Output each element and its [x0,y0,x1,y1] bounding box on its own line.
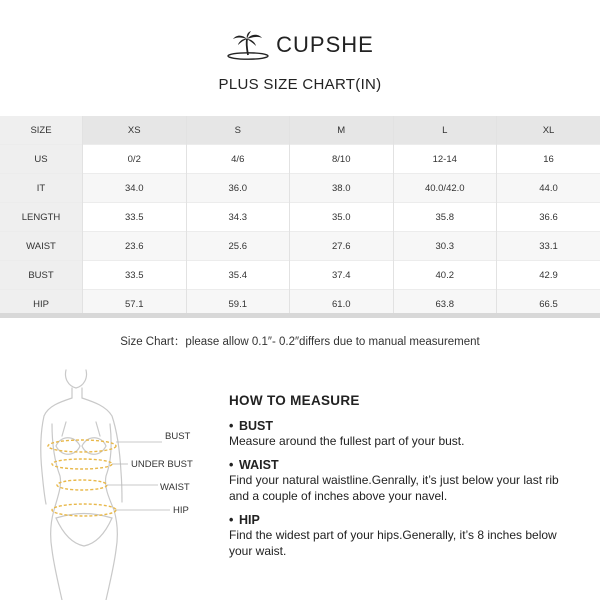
table-cell: 35.0 [290,203,394,232]
measure-item-waist [229,458,579,504]
measure-item-text: Measure around the fullest part of your bust. [229,433,579,449]
table-header-row [0,116,600,145]
body-outline-icon [0,360,210,600]
table-row-us [0,145,600,174]
table-cell: 34.0 [83,174,187,203]
figure-label-hip: HIP [173,505,189,516]
table-bottom-bar [0,313,600,318]
row-label: LENGTH [0,203,83,232]
table-cell: 33.5 [83,203,187,232]
table-cell: 4/6 [186,145,290,174]
table-cell: 23.6 [83,232,187,261]
table-cell: 33.5 [83,261,187,290]
table-cell: 40.0/42.0 [393,174,497,203]
table-cell: 33.1 [497,232,600,261]
row-label: HIP [0,290,83,319]
table-cell: 35.4 [186,261,290,290]
table-cell: 30.3 [393,232,497,261]
brand-name: CUPSHE [276,32,374,58]
size-chart-table [0,116,600,318]
row-label: US [0,145,83,174]
table-cell: 37.4 [290,261,394,290]
table-cell: 36.0 [186,174,290,203]
measure-item-hip [229,513,579,559]
table-cell: 25.6 [186,232,290,261]
measure-item-text: Find your natural waistline.Genrally, it’s just below your last rib and a couple of inches above your navel. [229,472,579,504]
table-cell: 12-14 [393,145,497,174]
header-l: L [393,116,497,145]
table-cell: 0/2 [83,145,187,174]
table-cell: 38.0 [290,174,394,203]
table-cell: 44.0 [497,174,600,203]
row-label: BUST [0,261,83,290]
table-cell: 63.8 [393,290,497,319]
header-xl: XL [497,116,600,145]
table-cell: 16 [497,145,600,174]
bullet-icon: • [229,419,239,433]
figure-label-under-bust: UNDER BUST [131,459,193,470]
table-cell: 40.2 [393,261,497,290]
row-label: IT [0,174,83,203]
header-s: S [186,116,290,145]
table-cell: 61.0 [290,290,394,319]
table-cell: 36.6 [497,203,600,232]
brand-header [0,30,600,60]
table-cell: 35.8 [393,203,497,232]
measurement-note: Size Chart：please allow 0.1″- 0.2″differs due to manual measurement [0,333,600,349]
row-label: WAIST [0,232,83,261]
chart-title: PLUS SIZE CHART(IN) [0,76,600,93]
header-xs: XS [83,116,187,145]
table-row-length [0,203,600,232]
figure-label-waist: WAIST [160,482,190,493]
table-cell: 8/10 [290,145,394,174]
how-to-measure-section [229,393,579,568]
figure-label-bust: BUST [165,431,190,442]
header-size: SIZE [0,116,83,145]
measure-item-bust [229,419,579,449]
table-cell: 34.3 [186,203,290,232]
header-m: M [290,116,394,145]
measure-item-title: HIP [239,513,260,527]
bullet-icon: • [229,458,239,472]
table-cell: 27.6 [290,232,394,261]
how-to-measure-title: HOW TO MEASURE [229,393,579,408]
palm-tree-icon [226,30,270,60]
table-cell: 42.9 [497,261,600,290]
table-cell: 57.1 [83,290,187,319]
table-row-waist [0,232,600,261]
table-row-bust [0,261,600,290]
table-cell: 59.1 [186,290,290,319]
bullet-icon: • [229,513,239,527]
measure-item-title: BUST [239,419,273,433]
measure-item-text: Find the widest part of your hips.Generally, it’s 8 inches below your waist. [229,527,579,559]
table-cell: 66.5 [497,290,600,319]
table-row-it [0,174,600,203]
body-measurement-figure [0,360,210,600]
measure-item-title: WAIST [239,458,279,472]
